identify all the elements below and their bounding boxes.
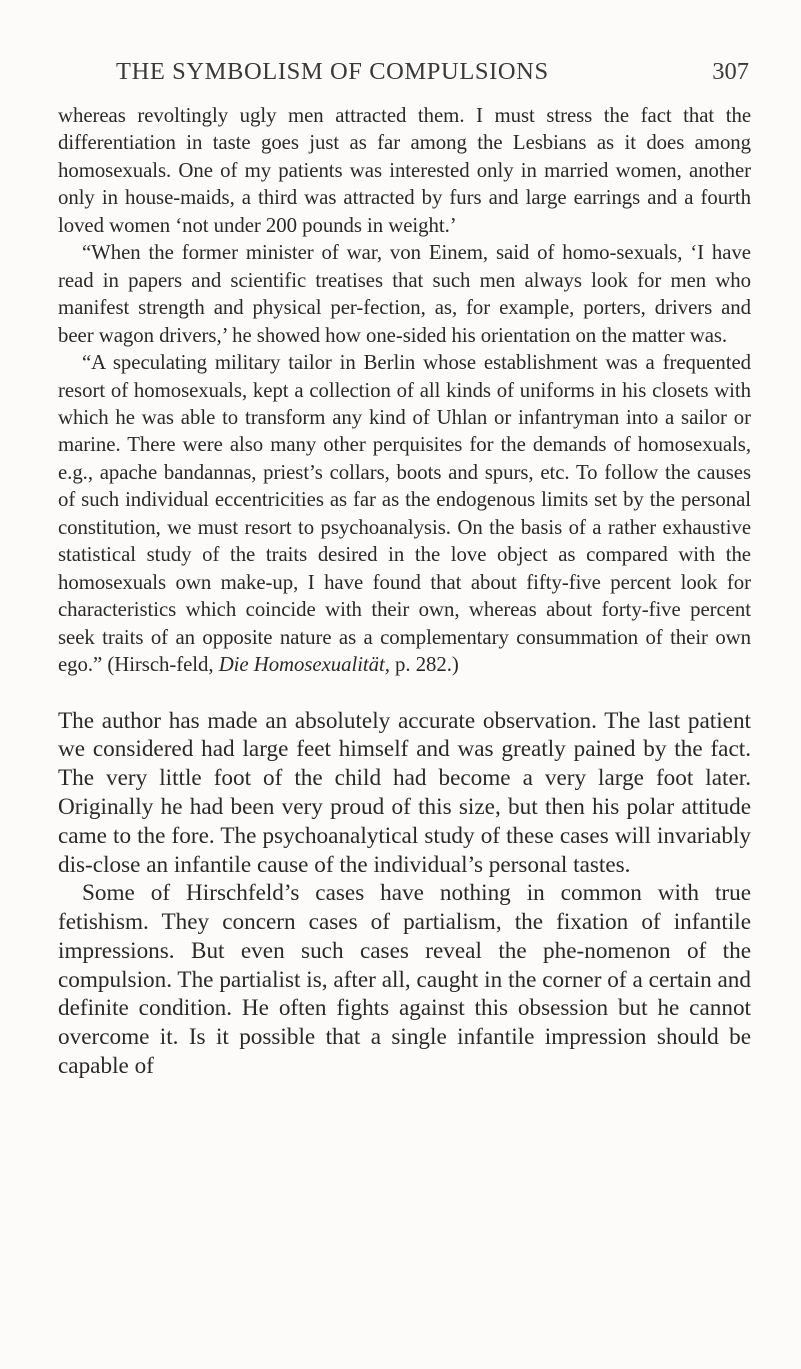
quote-paragraph-2: “When the former minister of war, von Einem, said of homo-sexuals, ‘I have read in papers and scientific treatises that such men always look for men who manifest strength and physical per-fection, as, for example, porters, drivers and beer wagon drivers,’ he showed how one-sided his orientation on the matter was. bbox=[58, 241, 751, 347]
section-gap bbox=[58, 679, 751, 707]
page-number: 307 bbox=[712, 58, 749, 85]
body-paragraph-2: Some of Hirschfeld’s cases have nothing in common with true fetishism. They concern cases of partialism, the fixation of infantile impressions. But even such cases reveal the phe-nomenon of the compulsion. The partialist is, after all, caught in the corner of a certain and definite condition. He often fights against this obsession but he cannot overcome it. Is it possible that a single infantile impression should be capable of bbox=[58, 880, 751, 1080]
quote-paragraph-3-text: “A speculating military tailor in Berlin whose establishment was a frequented resort of homosexuals, kept a collection of all kinds of uniforms in his closets with which he was able to transform any kind of Uhlan or infantryman into a sailor or marine. There were also many other perquisites for the demands of homosexuals, e.g., apache bandannas, priest’s collars, boots and spurs, etc. To follow the causes of such individual eccentricities as far as the endogenous limits set by the personal constitution, we must resort to psychoanalysis. On the basis of a rather exhaustive statistical study of the traits desired in the love object as compared with the homosexuals own make-up, I have found that about fifty-five percent look for characteristics which coincide with their own, whereas about forty-five percent seek traits of an opposite nature as a complementary consummation of their own ego.” (Hirsch-feld, bbox=[58, 351, 751, 677]
body-paragraph-1: The author has made an absolutely accurate observation. The last patient we considered had large feet himself and was greatly pained by the fact. The very little foot of the child had become a very large foot later. Originally he had been very proud of this size, but then his polar attitude came to the fore. The psychoanalytical study of these cases will invariably dis-close an infantile cause of the individual’s personal tastes. bbox=[58, 707, 751, 878]
quote-paragraph-1: whereas revoltingly ugly men attracted them. I must stress the fact that the differentiation in taste goes just as far among the Lesbians as it does among homosexuals. One of my patients was interested only in married women, another only in house-maids, a third was attracted by furs and large earrings and a fourth loved women ‘not under 200 pounds in weight.’ bbox=[58, 104, 751, 237]
citation-page-reference: p. 282.) bbox=[395, 653, 459, 677]
running-title: THE SYMBOLISM OF COMPULSIONS bbox=[116, 58, 549, 85]
citation-book-title: Die Homosexualität, bbox=[218, 653, 390, 677]
running-head bbox=[58, 58, 751, 102]
quote-paragraph-3 bbox=[58, 349, 751, 678]
